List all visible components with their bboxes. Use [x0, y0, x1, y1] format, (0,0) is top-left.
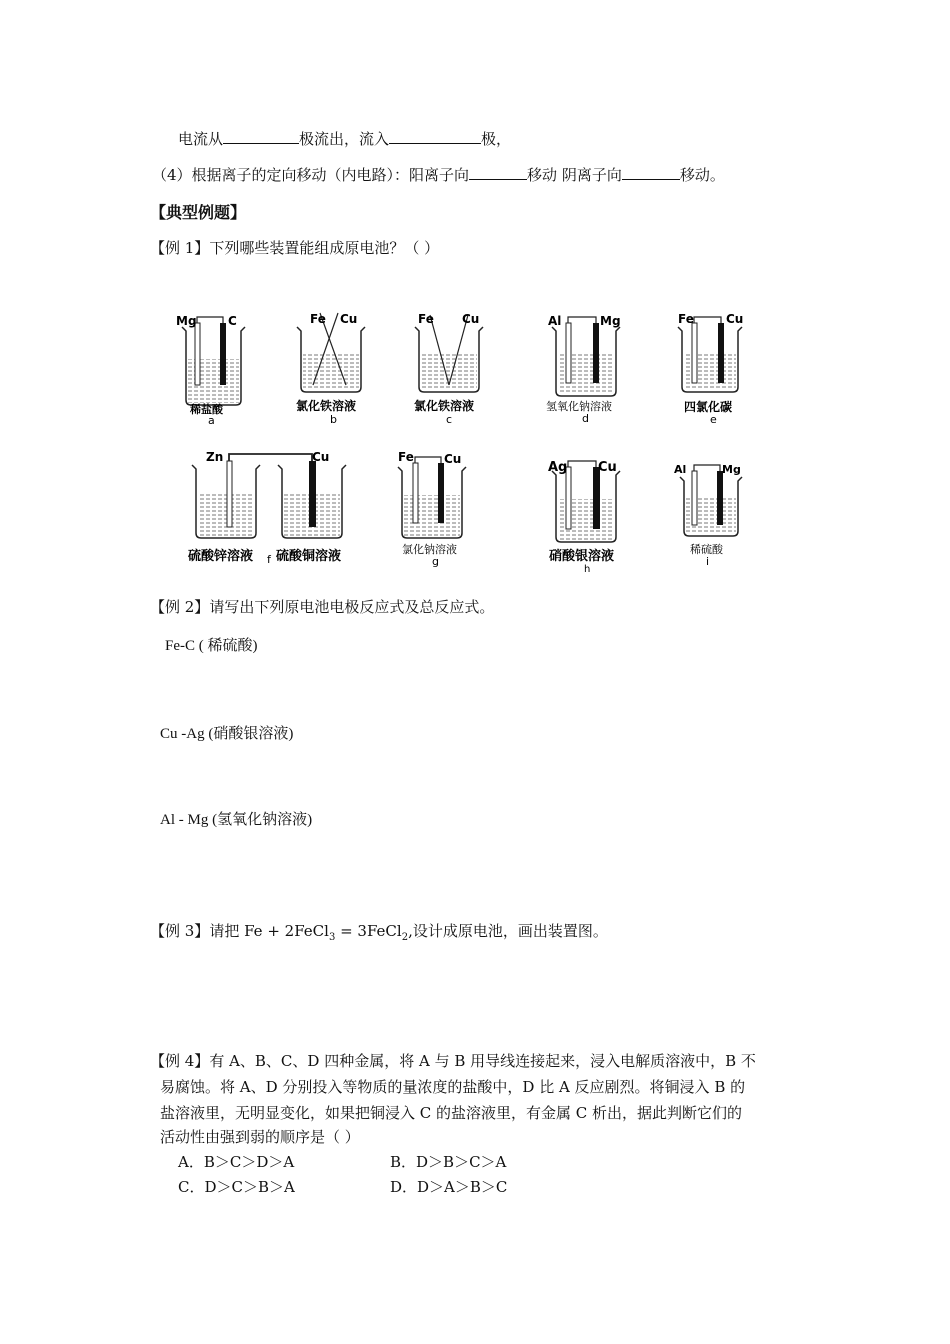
cell-a-left: Mg	[176, 314, 197, 328]
example-4-line-3: 盐溶液里，无明显变化，如果把铜浸入 C 的盐溶液里，有金属 C 析出，据此判断它们的	[160, 1104, 743, 1122]
example-1-question: 下列哪些装置能组成原电池？（ ）	[209, 239, 440, 257]
cell-h-letter: h	[584, 564, 591, 575]
cell-f	[188, 450, 346, 566]
cell-b-letter: b	[330, 413, 337, 426]
option-c[interactable]: C．D＞C＞B＞A	[178, 1178, 295, 1196]
example-4-tag: 【例 4】	[150, 1052, 210, 1070]
cell-c-left: Fe	[418, 312, 434, 326]
cell-d-right: Mg	[600, 314, 621, 328]
example-3-eq-pre: 请把 Fe + 2FeCl	[209, 922, 329, 940]
cell-e	[678, 312, 743, 426]
ion-post: 移动。	[679, 166, 725, 184]
example-3-eq-mid: = 3FeCl	[335, 922, 402, 940]
cell-f-right: Cu	[312, 450, 330, 464]
current-flow-line	[178, 128, 511, 149]
cell-i-solution: 稀硫酸	[690, 543, 723, 556]
example-2-item-2: Cu -Ag (硝酸银溶液)	[160, 726, 294, 742]
cell-i-letter: i	[706, 555, 710, 568]
blank-2[interactable]	[389, 129, 481, 144]
section-title: 【典型例题】	[150, 203, 247, 222]
cell-a-solution: 稀盐酸	[190, 403, 223, 416]
option-d[interactable]: D．D＞A＞B＞C	[390, 1178, 508, 1196]
example-2-question: 请写出下列原电池电极反应式及总反应式。	[209, 598, 495, 616]
cell-e-left: Fe	[678, 312, 694, 326]
cell-h	[548, 460, 620, 575]
example-2-item-1: Fe-C ( 稀硫酸)	[165, 638, 258, 654]
cell-g-solution: 氯化钠溶液	[402, 543, 457, 556]
example-3-sub-2: 2	[401, 932, 409, 943]
cell-g-letter: g	[432, 555, 439, 568]
example-3	[150, 920, 608, 943]
cell-c-letter: c	[446, 413, 453, 426]
option-a[interactable]: A．B＞C＞D＞A	[178, 1153, 295, 1171]
cell-c	[414, 312, 483, 426]
example-2-tag: 【例 2】	[150, 598, 210, 616]
example-2	[150, 596, 494, 617]
cell-e-solution: 四氯化碳	[684, 400, 733, 414]
cell-e-right: Cu	[726, 312, 744, 326]
cell-d-left: Al	[548, 314, 562, 328]
cell-b-solution: 氯化铁溶液	[296, 399, 357, 413]
example-4-line-2: 易腐蚀。将 A、D 分别投入等物质的量浓度的盐酸中，D 比 A 反应剧烈。将铜浸入 B 的	[160, 1078, 746, 1096]
cell-h-solution: 硝酸银溶液	[549, 549, 615, 564]
cell-d-solution: 氢氧化钠溶液	[546, 400, 612, 413]
cell-d-letter: d	[582, 412, 589, 425]
cell-g	[398, 450, 466, 568]
example-3-sub-1: 3	[328, 932, 336, 943]
cell-c-right: Cu	[462, 312, 480, 326]
example-4-line-4: 活动性由强到弱的顺序是（ ）	[160, 1128, 360, 1146]
current-flow-post: 极，	[481, 130, 512, 148]
cell-d	[546, 314, 621, 425]
cell-a-right: C	[228, 314, 237, 328]
ion-pre: （4）根据离子的定向移动（内电路）：阳离子向	[152, 166, 470, 184]
cell-i-right: Mg	[722, 463, 741, 476]
cell-f-solution-left: 硫酸锌溶液	[188, 549, 254, 564]
ion-migration-line	[152, 164, 725, 185]
example-1-tag: 【例 1】	[150, 239, 210, 257]
current-flow-pre: 电流从	[178, 130, 224, 148]
option-b[interactable]: B．D＞B＞C＞A	[390, 1153, 507, 1171]
example-2-item-3: Al - Mg (氢氧化钠溶液)	[160, 812, 313, 828]
current-flow-mid: 极流出，流入	[299, 130, 390, 148]
blank-3[interactable]	[469, 165, 527, 180]
example-1	[150, 237, 439, 258]
cell-b-right: Cu	[340, 312, 358, 326]
cell-i	[674, 463, 742, 568]
cell-h-left: Ag	[548, 460, 568, 475]
ion-mid: 移动 阴离子向	[527, 166, 622, 184]
cell-b	[296, 312, 365, 426]
cell-f-solution-right: 硫酸铜溶液	[276, 549, 342, 564]
galvanic-cells-figure	[170, 305, 770, 580]
cell-c-solution: 氯化铁溶液	[414, 399, 475, 413]
cell-a	[176, 314, 245, 427]
example-3-tag: 【例 3】	[150, 922, 210, 940]
blank-4[interactable]	[622, 165, 680, 180]
cell-e-letter: e	[710, 413, 717, 426]
cell-f-letter: f	[267, 553, 271, 566]
cell-a-letter: a	[208, 414, 215, 427]
cell-g-left: Fe	[398, 450, 414, 464]
cell-i-left: Al	[674, 463, 687, 476]
blank-1[interactable]	[223, 129, 299, 144]
example-4-line-1	[150, 1050, 756, 1071]
cell-b-left: Fe	[310, 312, 326, 326]
cell-f-left: Zn	[206, 450, 224, 464]
cell-h-right: Cu	[598, 460, 617, 475]
example-3-eq-post: ,设计成原电池，画出装置图。	[408, 922, 608, 940]
cell-g-right: Cu	[444, 452, 462, 466]
example-4-text-1: 有 A、B、C、D 四种金属，将 A 与 B 用导线连接起来，浸入电解质溶液中，B 不	[209, 1052, 756, 1070]
